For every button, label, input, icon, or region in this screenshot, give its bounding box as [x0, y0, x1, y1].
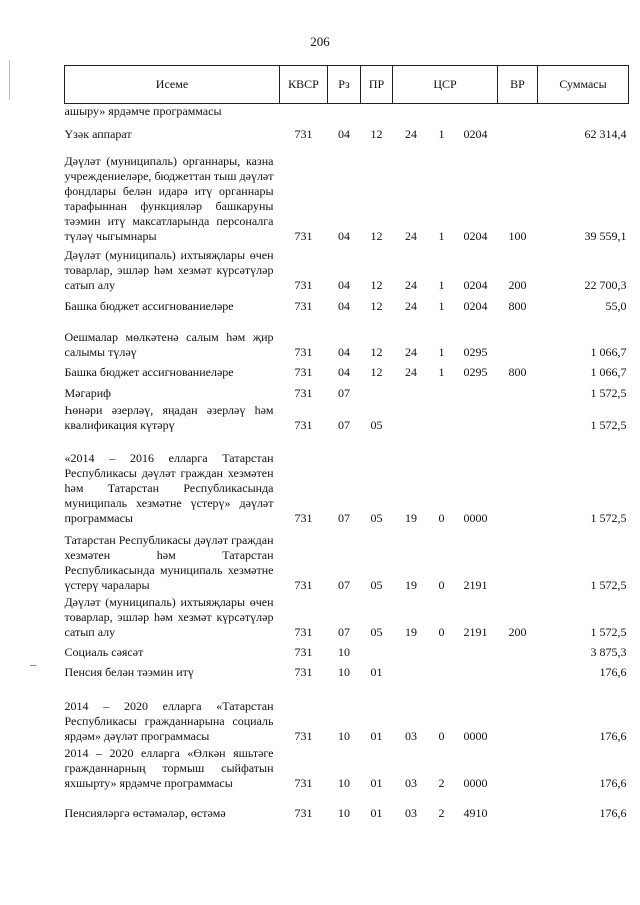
row-pr: 12	[370, 364, 383, 379]
row-kvsr: 731	[294, 344, 313, 359]
table-row	[65, 316, 629, 362]
row-sum: 1 066,7	[590, 344, 627, 359]
row-name: Башка бюджет ассигнованиеләре	[64, 364, 234, 379]
row-vr: 100	[508, 228, 527, 243]
header-rz: Рз	[328, 66, 361, 104]
row-name: «2014 – 2016 елларга Татарстан Республикасы дәүләт граждан хезмәтен һәм Татарстан Республикасында муниципаль хезмәтне үстерү» дәүләт программасы	[64, 450, 274, 525]
header-sum: Суммасы	[538, 66, 629, 104]
row-pr: 01	[370, 664, 383, 679]
row-pr: 05	[370, 510, 383, 525]
row-csr-program	[393, 403, 430, 435]
table-row	[65, 382, 629, 403]
row-pr: 12	[370, 277, 383, 292]
row-name: Татарстан Республикасы дәүләт граждан хезмәтен һәм Татарстан Республикасында муниципаль хезмәтне үстерү чаралары	[64, 532, 274, 592]
header-kvsr: КВСР	[280, 66, 328, 104]
header-pr: ПР	[361, 66, 393, 104]
row-rz: 10	[338, 805, 350, 820]
row-csr-subprogram: 0	[438, 624, 445, 639]
row-pr: 12	[370, 228, 383, 243]
row-vr: 200	[508, 624, 527, 639]
row-vr: 800	[508, 364, 527, 379]
row-csr-code	[454, 642, 498, 662]
row-rz: 07	[338, 510, 350, 525]
header-csr: ЦСР	[393, 66, 498, 104]
budget-table	[64, 65, 629, 823]
row-csr-subprogram: 2	[438, 805, 445, 820]
row-name: 2014 – 2020 елларга «Татарстан Республикасы гражданнарына социаль ярдәм» дәүләт программасы	[64, 698, 274, 743]
row-vr	[498, 746, 538, 793]
row-csr-code: 0204	[463, 126, 488, 141]
row-pr: 05	[370, 417, 383, 432]
table-row	[65, 746, 629, 793]
row-csr-program: 24	[405, 228, 417, 243]
row-csr-program: 24	[405, 298, 417, 313]
row-csr-subprogram	[430, 104, 454, 123]
row-csr-code	[454, 104, 498, 123]
row-name: Пенсия белән тәэмин итү	[64, 664, 194, 679]
row-sum: 1 572,5	[590, 417, 627, 432]
row-name: Дәүләт (муниципаль) ихтыяҗлары өчен товарлар, эшләр һәм хезмәт күрсәтүләр сатып алу	[64, 247, 274, 292]
header-name: Исеме	[65, 66, 280, 104]
row-sum: 1 572,5	[590, 510, 627, 525]
row-rz: 07	[338, 385, 350, 400]
row-kvsr: 731	[294, 577, 313, 592]
row-csr-code: 0204	[463, 298, 488, 313]
row-vr	[498, 435, 538, 528]
row-sum: 3 875,3	[590, 644, 627, 659]
row-name: Башка бюджет ассигнованиеләре	[64, 298, 234, 313]
row-name: ашыру» ярдәмче программасы	[64, 104, 222, 118]
row-rz: 04	[338, 364, 350, 379]
row-rz	[328, 104, 361, 123]
row-pr: 12	[370, 344, 383, 359]
row-csr-program: 03	[405, 805, 417, 820]
row-csr-subprogram: 2	[438, 775, 445, 790]
row-name: 2014 – 2020 елларга «Өлкән яшьтәге гражданнарның тормыш сыйфатын яхшырту» ярдәмче программасы	[64, 745, 274, 790]
row-vr	[498, 682, 538, 746]
row-name: Дәүләт (муниципаль) органнары, казна учреждениеләре, бюджеттан тыш дәүләт фондлары белән идарә итү органнары тарафыннан функцияләр башкаруны тәэмин итү максатларында персоналга түләү чыгымнары	[64, 153, 274, 243]
row-csr-code: 2191	[463, 577, 488, 592]
row-rz: 04	[338, 228, 350, 243]
row-csr-code: 0000	[463, 510, 488, 525]
row-kvsr: 731	[294, 277, 313, 292]
row-pr	[361, 104, 393, 123]
row-name: Һөнәри әзерләү, яңадан әзерләү һәм квалификация күтәрү	[64, 402, 274, 432]
row-csr-subprogram: 1	[438, 228, 445, 243]
margin-mark	[9, 60, 10, 100]
row-pr: 12	[370, 298, 383, 313]
row-kvsr: 731	[294, 364, 313, 379]
row-csr-subprogram	[430, 642, 454, 662]
row-sum	[538, 104, 629, 123]
row-csr-code: 2191	[463, 624, 488, 639]
row-sum: 22 700,3	[584, 277, 627, 292]
row-pr: 12	[370, 126, 383, 141]
table-row	[65, 362, 629, 382]
header-vr: ВР	[498, 66, 538, 104]
row-csr-code: 0295	[463, 344, 488, 359]
row-vr: 800	[508, 298, 527, 313]
row-pr: 01	[370, 805, 383, 820]
row-pr	[361, 382, 393, 403]
row-csr-code: 0204	[463, 228, 488, 243]
row-sum: 1 572,5	[590, 385, 627, 400]
row-csr-code: 0204	[463, 277, 488, 292]
row-vr	[498, 123, 538, 144]
row-rz: 04	[338, 126, 350, 141]
row-kvsr: 731	[294, 385, 313, 400]
table-row	[65, 104, 629, 123]
row-kvsr: 731	[294, 624, 313, 639]
row-kvsr: 731	[294, 228, 313, 243]
table-header-row	[65, 66, 629, 104]
row-csr-program	[393, 104, 430, 123]
row-sum: 62 314,4	[584, 126, 627, 141]
row-vr	[498, 316, 538, 362]
row-csr-subprogram: 0	[438, 577, 445, 592]
row-csr-subprogram: 0	[438, 728, 445, 743]
row-vr	[498, 382, 538, 403]
page-number: 206	[310, 34, 330, 49]
row-csr-subprogram: 1	[438, 298, 445, 313]
row-kvsr: 731	[294, 664, 313, 679]
row-csr-program: 19	[405, 510, 417, 525]
row-csr-code: 0295	[463, 364, 488, 379]
row-vr	[498, 793, 538, 823]
row-kvsr: 731	[294, 510, 313, 525]
row-rz: 10	[338, 728, 350, 743]
row-csr-code: 0000	[463, 775, 488, 790]
row-name: Үзәк аппарат	[64, 126, 132, 141]
row-csr-subprogram	[430, 403, 454, 435]
table-row	[65, 642, 629, 662]
row-csr-code	[454, 382, 498, 403]
table-row	[65, 123, 629, 144]
row-sum: 1 066,7	[590, 364, 627, 379]
row-sum: 1 572,5	[590, 577, 627, 592]
row-csr-program: 24	[405, 344, 417, 359]
row-rz: 10	[338, 644, 350, 659]
row-csr-code: 0000	[463, 728, 488, 743]
table-row	[65, 793, 629, 823]
row-csr-subprogram: 1	[438, 126, 445, 141]
table-row	[65, 295, 629, 316]
row-vr	[498, 662, 538, 682]
table-row	[65, 144, 629, 246]
row-csr-program	[393, 382, 430, 403]
row-csr-program: 03	[405, 775, 417, 790]
row-rz: 04	[338, 277, 350, 292]
row-vr: 200	[508, 277, 527, 292]
row-rz: 10	[338, 775, 350, 790]
row-kvsr	[280, 104, 328, 123]
row-kvsr: 731	[294, 126, 313, 141]
row-rz: 07	[338, 577, 350, 592]
table-row	[65, 682, 629, 746]
row-rz: 07	[338, 417, 350, 432]
row-csr-subprogram: 1	[438, 344, 445, 359]
row-name: Дәүләт (муниципаль) ихтыяҗлары өчен товарлар, эшләр һәм хезмәт күрсәтүләр сатып алу	[64, 594, 274, 639]
row-sum: 1 572,5	[590, 624, 627, 639]
row-kvsr: 731	[294, 728, 313, 743]
row-csr-program: 24	[405, 364, 417, 379]
row-kvsr: 731	[294, 298, 313, 313]
row-csr-program	[393, 662, 430, 682]
row-sum: 176,6	[599, 728, 627, 743]
row-csr-program	[393, 642, 430, 662]
row-vr	[498, 104, 538, 123]
table-row	[65, 246, 629, 295]
row-csr-subprogram: 1	[438, 277, 445, 292]
row-csr-subprogram: 1	[438, 364, 445, 379]
row-csr-subprogram	[430, 662, 454, 682]
row-rz: 04	[338, 344, 350, 359]
row-sum: 176,6	[599, 805, 627, 820]
row-sum: 55,0	[605, 298, 627, 313]
table-row	[65, 662, 629, 682]
row-rz: 07	[338, 624, 350, 639]
table-row	[65, 435, 629, 528]
row-pr: 01	[370, 775, 383, 790]
row-sum: 39 559,1	[584, 228, 627, 243]
row-name: Пенсияләргә өстәмәләр, өстәмә	[64, 805, 226, 820]
row-pr: 05	[370, 577, 383, 592]
row-sum: 176,6	[599, 664, 627, 679]
row-csr-program: 03	[405, 728, 417, 743]
row-csr-program: 19	[405, 624, 417, 639]
row-name: Оешмалар мөлкәтенә салым һәм җир салымы түләү	[64, 329, 274, 359]
row-csr-program: 19	[405, 577, 417, 592]
row-vr	[498, 403, 538, 435]
row-pr: 01	[370, 728, 383, 743]
row-rz: 04	[338, 298, 350, 313]
table-row	[65, 528, 629, 595]
row-kvsr: 731	[294, 805, 313, 820]
row-csr-subprogram: 0	[438, 510, 445, 525]
row-name: Мәгариф	[64, 385, 111, 400]
row-kvsr: 731	[294, 644, 313, 659]
margin-dash	[30, 665, 36, 666]
row-kvsr: 731	[294, 417, 313, 432]
row-vr	[498, 528, 538, 595]
row-pr: 05	[370, 624, 383, 639]
row-csr-code: 4910	[463, 805, 488, 820]
row-kvsr: 731	[294, 775, 313, 790]
row-csr-program: 24	[405, 126, 417, 141]
row-csr-subprogram	[430, 382, 454, 403]
table-body	[65, 104, 629, 823]
row-pr	[361, 642, 393, 662]
row-csr-code	[454, 403, 498, 435]
row-vr	[498, 642, 538, 662]
row-name: Социаль сәясәт	[64, 644, 144, 659]
table-row	[65, 403, 629, 435]
row-csr-program: 24	[405, 277, 417, 292]
table-row	[65, 595, 629, 642]
row-csr-code	[454, 662, 498, 682]
row-sum: 176,6	[599, 775, 627, 790]
row-rz: 10	[338, 664, 350, 679]
